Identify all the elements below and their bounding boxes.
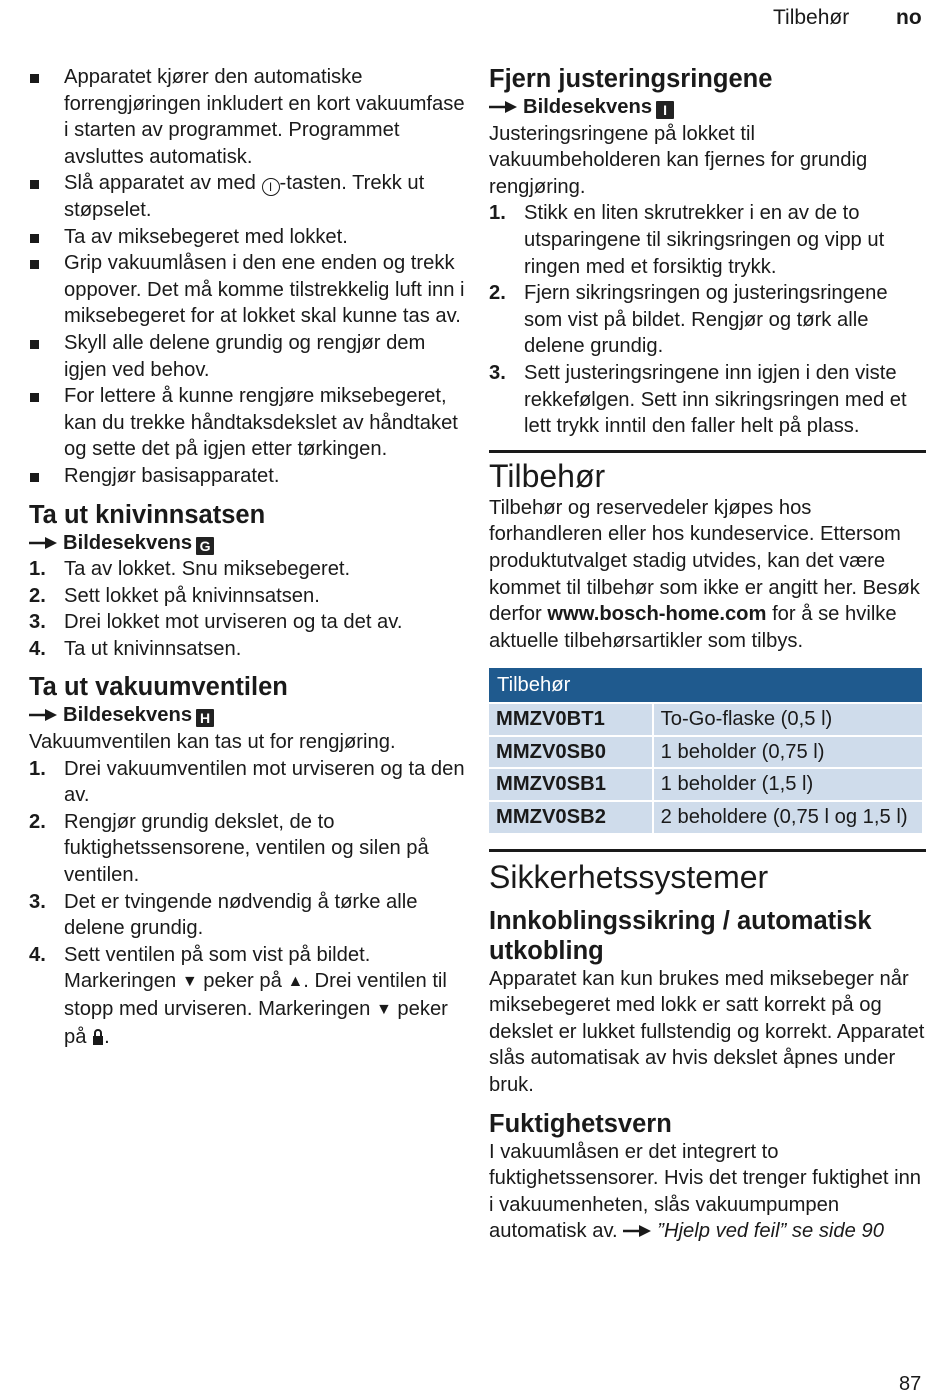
list-item: 3. Det er tvingende nødvendig å tørke alle delene grundig.: [29, 890, 418, 940]
list-item: Slå apparatet av med I -tasten. Trekk ut støpselet.: [29, 170, 469, 223]
bullet-square-icon: [30, 74, 39, 83]
rings-intro: Justeringsringene på lokket til vakuumbeholderen kan fjernes for grundig rengjøring.: [489, 122, 868, 198]
rings-heading: Fjern justeringsringene: [489, 65, 773, 93]
table-cell: 2 beholdere (0,75 l og 1,5 l): [654, 802, 922, 833]
sequence-badge: G: [196, 537, 214, 555]
header-title: Tilbehør: [773, 6, 850, 29]
sequence-badge: H: [196, 709, 214, 727]
table-row: [489, 769, 922, 800]
valve-intro: Vakuumventilen kan tas ut for rengjøring.: [29, 731, 396, 754]
list-item: 2. Sett lokket på knivinnsatsen.: [29, 584, 320, 607]
list-item: Ta av miksebegeret med lokket.: [29, 224, 469, 251]
valve-heading: Ta ut vakuumventilen: [29, 673, 288, 702]
table-row: [489, 704, 922, 735]
right-column: [489, 64, 926, 1245]
left-column: [29, 64, 469, 1050]
page-number: 87: [899, 1373, 922, 1395]
list-item: Rengjør basisapparatet.: [29, 463, 469, 490]
website-link[interactable]: www.bosch-home.com: [547, 603, 767, 626]
triangle-down-icon: ▼: [181, 973, 198, 991]
list-item: Apparatet kjører den automatiske forrengjøringen inkludert en kort vakuumfase i starten av programmet. Programmet avsluttes automatisk.: [29, 64, 469, 170]
section-divider: [489, 849, 926, 852]
accessories-heading: Tilbehør: [489, 457, 606, 494]
table-cell: 1 beholder (0,75 l): [654, 737, 922, 768]
moisture-text: I vakuumlåsen er det integrert to fuktighetssensorer. Hvis det trenger fuktighet inn i vakuumenheten, slås vakuumpumpen automatisk av. ”Hjelp ved feil” se side 90: [489, 1140, 922, 1243]
knife-sequence-ref: Bildesekvens G: [29, 530, 469, 557]
table-cell: MMZV0SB0: [489, 737, 652, 768]
bullet-square-icon: [30, 234, 39, 243]
triangle-up-icon: ▲: [287, 973, 304, 991]
moisture-heading: Fuktighetsvern: [489, 1109, 672, 1138]
bullet-square-icon: [30, 180, 39, 189]
list-item: 3. Sett justeringsringene inn igjen i den viste rekkefølgen. Sett inn sikringsringen med et lett trykk inntil den faller helt på plass.: [489, 361, 907, 438]
table-cell: To-Go-flaske (0,5 l): [654, 704, 922, 735]
accessories-table: [487, 666, 924, 834]
list-item: 2. Fjern sikringsringen og justeringsringene som vist på bildet. Rengjør og tørk alle delene grundig.: [489, 282, 888, 358]
list-item: 1. Drei vakuumventilen mot urviseren og ta den av.: [29, 757, 465, 807]
arrow-right-icon: [623, 1223, 653, 1239]
bullet-square-icon: [30, 340, 39, 349]
arrow-right-icon: [489, 99, 519, 115]
rings-sequence-ref: Bildesekvens I: [489, 94, 926, 121]
arrow-right-icon: [29, 707, 59, 723]
list-item: 1. Ta av lokket. Snu miksebegeret.: [29, 558, 351, 581]
rings-steps: [489, 200, 926, 439]
list-item: 4. Sett ventilen på som vist på bildet. Markeringen ▼ peker på ▲. Drei ventilen til stopp med urviseren. Markeringen ▼ peker på .: [29, 943, 448, 1048]
safety-heading: Sikkerhetssystemer: [489, 858, 769, 895]
bullet-square-icon: [30, 393, 39, 402]
list-item: 2. Rengjør grundig dekslet, de to fuktighetssensorene, ventilen og silen på ventilen.: [29, 810, 429, 887]
list-item: Skyll alle delene grundig og rengjør dem igjen ved behov.: [29, 330, 469, 383]
table-cell: MMZV0BT1: [489, 704, 652, 735]
triangle-down-icon: ▼: [375, 1001, 392, 1018]
table-row: [489, 737, 922, 768]
list-item: 4. Ta ut knivinnsatsen.: [29, 637, 242, 660]
knife-steps: [29, 556, 469, 662]
arrow-right-icon: [29, 535, 59, 551]
interlock-text: Apparatet kan kun brukes med miksebeger når miksebegeret med lokk er satt korrekt på og dekslet er lukket fullstendig og korrekt. Apparatet slås automatisak av hvis dekslet åpnes under bruk.: [489, 967, 925, 1097]
knife-heading: Ta ut knivinnsatsen: [29, 500, 266, 529]
table-cell: 1 beholder (1,5 l): [654, 769, 922, 800]
power-button-icon: I: [262, 178, 280, 196]
table-row: [489, 802, 922, 833]
valve-steps: [29, 756, 469, 1051]
lock-icon: [92, 1028, 104, 1046]
table-cell: MMZV0SB2: [489, 802, 652, 833]
accessories-text: Tilbehør og reservedeler kjøpes hos forhandleren eller hos kundeservice. Ettersom produktutvalget stadig utvides, kan det være kommet til tilbehør som ikke er angitt her. Besøk derfor www.bosch-home.com for å se hvilke aktuelle tilbehørsartikler som tilbys.: [489, 496, 920, 652]
table-header: Tilbehør: [489, 668, 922, 702]
list-item: For lettere å kunne rengjøre miksebegeret, kan du trekke håndtaksdekslet av håndtaket og sette det på igjen etter tørkingen.: [29, 383, 469, 463]
troubleshooting-reference: ”Hjelp ved feil” se side 90: [657, 1220, 884, 1243]
cleaning-bullet-list: [29, 64, 469, 490]
valve-sequence-ref: Bildesekvens H: [29, 702, 469, 729]
header-language: no: [896, 6, 922, 29]
bullet-square-icon: [30, 473, 39, 482]
bullet-square-icon: [30, 260, 39, 269]
list-item: 3. Drei lokket mot urviseren og ta det av.: [29, 611, 403, 634]
list-item: Grip vakuumlåsen i den ene enden og trekk oppover. Det må komme tilstrekkelig luft inn i miksebegeret for at lokket skal kunne tas av.: [29, 250, 469, 330]
sequence-badge: I: [656, 101, 674, 119]
section-divider: [489, 450, 926, 453]
interlock-heading: Innkoblingssikring / automatisk utkobling: [489, 906, 872, 965]
list-item: 1. Stikk en liten skrutrekker i en av de to utsparingene til sikringsringen og vipp ut ringen med et forsiktig trykk.: [489, 202, 885, 278]
table-cell: MMZV0SB1: [489, 769, 652, 800]
